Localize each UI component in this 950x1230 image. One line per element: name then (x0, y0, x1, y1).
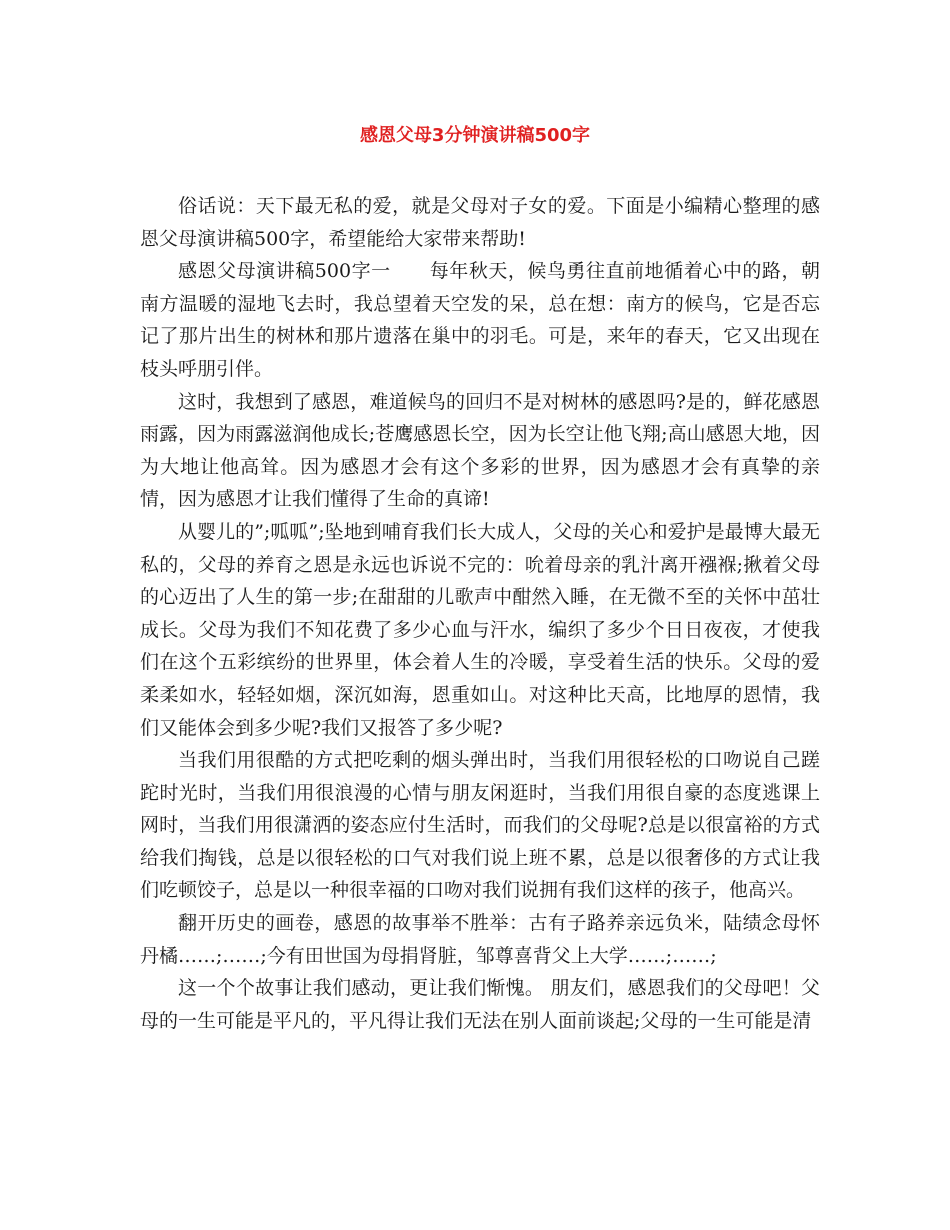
paragraph-gratitude: 这时，我想到了感恩，难道候鸟的回归不是对树林的感恩吗?是的，鲜花感恩雨露，因为雨露滋润他成长;苍鹰感恩长空，因为长空让他飞翔;高山感恩大地，因为大地让他高耸。因为感恩才会有这个多彩的世界，因为感恩才会有真挚的亲情，因为感恩才让我们懂得了生命的真谛! (140, 390, 820, 511)
paragraph-contrast: 当我们用很酷的方式把吃剩的烟头弹出时，当我们用很轻松的口吻说自己蹉跎时光时，当我们用很浪漫的心情与朋友闲逛时，当我们用很自豪的态度逃课上网时，当我们用很潇洒的姿态应付生活时，而我们的父母呢?总是以很富裕的方式给我们掏钱，总是以很轻松的口气对我们说上班不累，总是以很奢侈的方式让我们吃顿饺子，总是以一种很幸福的口吻对我们说拥有我们这样的孩子，他高兴。 (140, 749, 820, 902)
paragraph-intro: 俗话说：天下最无私的爱，就是父母对子女的爱。下面是小编精心整理的感恩父母演讲稿500字，希望能给大家带来帮助! (140, 195, 820, 250)
paragraph-conclusion: 这一个个故事让我们感动，更让我们惭愧。 朋友们，感恩我们的父母吧！父母的一生可能是平凡的，平凡得让我们无法在别人面前谈起;父母的一生可能是清 (140, 977, 820, 1032)
paragraph-parents-love: 从婴儿的”;呱呱”;坠地到哺育我们长大成人，父母的关心和爱护是最博大最无私的，父母的养育之恩是永远也诉说不完的：吮着母亲的乳汁离开襁褓;揪着父母的心迈出了人生的第一步;在甜甜的儿歌声中酣然入睡，在无微不至的关怀中茁壮成长。父母为我们不知花费了多少心血与汗水，编织了多少个日日夜夜，才使我们在这个五彩缤纷的世界里，体会着人生的冷暖，享受着生活的快乐。父母的爱柔柔如水，轻轻如烟，深沉如海，恩重如山。对这种比天高，比地厚的恩情，我们又能体会到多少呢?我们又报答了多少呢? (140, 520, 820, 739)
document-title: 感恩父母3分钟演讲稿500字 (359, 125, 591, 146)
paragraph-migratory-birds: 感恩父母演讲稿500字一 每年秋天，候鸟勇往直前地循着心中的路，朝南方温暖的湿地飞去时，我总望着天空发的呆，总在想：南方的候鸟，它是否忘记了那片出生的树林和那片遗落在巢中的羽毛。可是，来年的春天，它又出现在枝头呼朋引伴。 (140, 260, 820, 380)
paragraph-history: 翻开历史的画卷，感恩的故事举不胜举：古有子路养亲远负米，陆绩念母怀丹橘……;……;今有田世国为母捐肾脏，邹尊喜背父上大学……;……; (140, 912, 820, 967)
document-body (140, 190, 820, 1037)
